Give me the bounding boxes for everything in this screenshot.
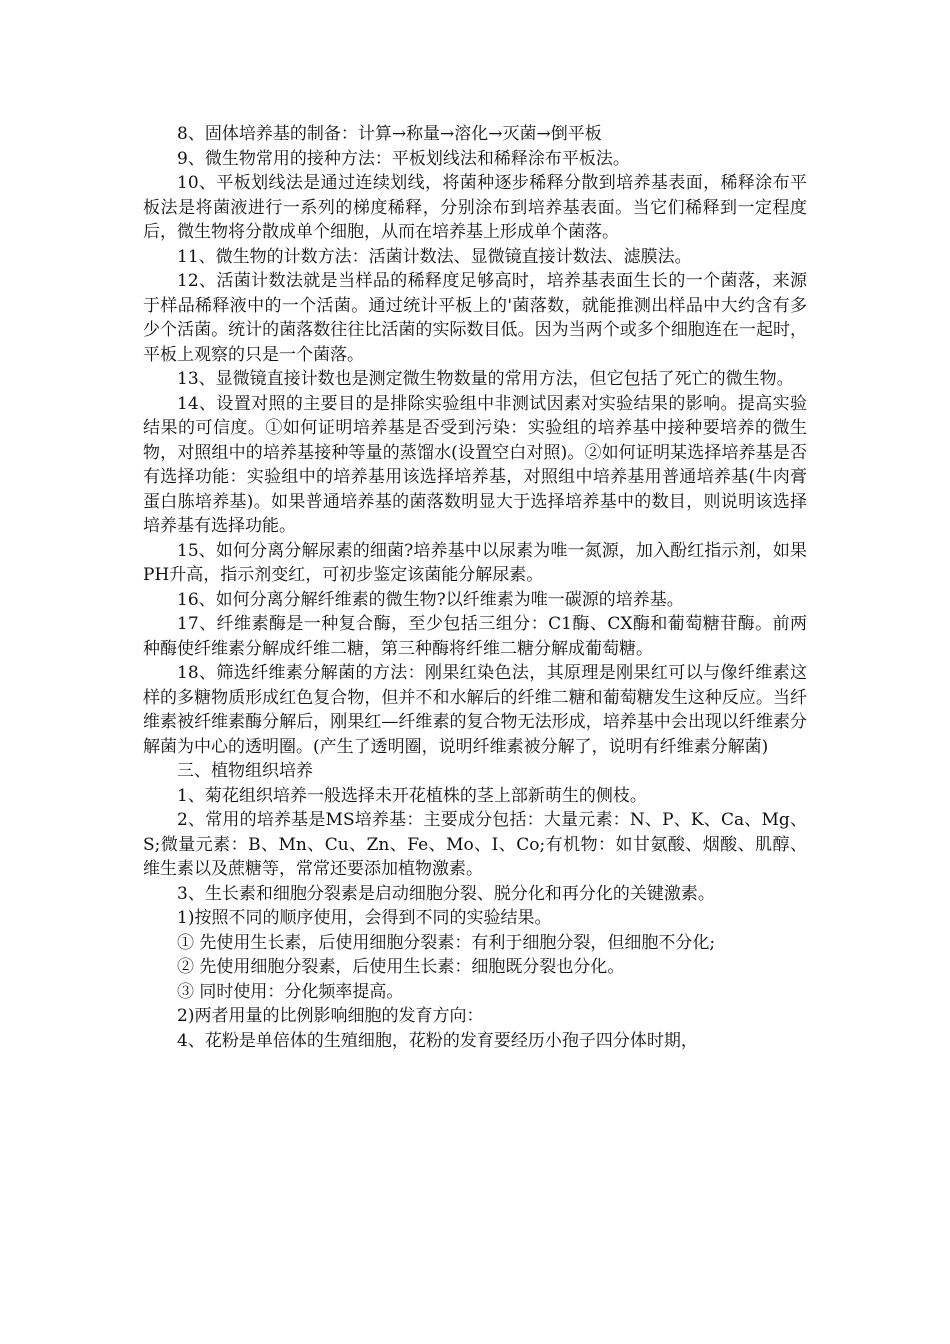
paragraph: 18、筛选纤维素分解菌的方法：刚果红染色法，其原理是刚果红可以与像纤维素这样的多糖物质形成红色复合物，但并不和水解后的纤维二糖和葡萄糖发生这种反应。当纤维素被纤维素酶分解后，刚果红—纤维素的复合物无法形成，培养基中会出现以纤维素分解菌为中心的透明圈。(产生了透明圈，说明纤维素被分解了，说明有纤维素分解菌) — [143, 663, 807, 757]
paragraph: 10、平板划线法是通过连续划线，将菌种逐步稀释分散到培养基表面，稀释涂布平板法是将菌液进行一系列的梯度稀释，分别涂布到培养基表面。当它们稀释到一定程度后，微生物将分散成单个细胞，从而在培养基上形成单个菌落。 — [143, 173, 807, 242]
paragraph: 14、设置对照的主要目的是排除实验组中非测试因素对实验结果的影响。提高实验结果的可信度。①如何证明培养基是否受到污染：实验组的培养基中接种要培养的微生物，对照组中的培养基接种等量的蒸馏水(设置空白对照)。②如何证明某选择培养基是否有选择功能：实验组中的培养基用该选择培养基，对照组中培养基用普通培养基(牛肉膏蛋白胨培养基)。如果普通培养基的菌落数明显大于选择培养基中的数目，则说明该选择培养基有选择功能。 — [143, 393, 807, 536]
paragraph: 4、花粉是单倍体的生殖细胞，花粉的发育要经历小孢子四分体时期， — [177, 1030, 698, 1051]
paragraph: 12、活菌计数法就是当样品的稀释度足够高时，培养基表面生长的一个菌落，来源于样品稀释液中的一个活菌。通过统计平板上的'菌落数，就能推测出样品中大约含有多少个活菌。统计的菌落数往往比活菌的实际数目低。因为当两个或多个细胞连在一起时，平板上观察的只是一个菌落。 — [143, 271, 807, 365]
document-body — [143, 122, 807, 1053]
paragraph: 2)两者用量的比例影响细胞的发育方向： — [177, 1006, 484, 1026]
paragraph: 8、固体培养基的制备：计算→称量→溶化→灭菌→倒平板 — [177, 124, 602, 144]
paragraph: 3、生长素和细胞分裂素是启动细胞分裂、脱分化和再分化的关键激素。 — [177, 883, 715, 904]
paragraph: 16、如何分离分解纤维素的微生物?以纤维素为唯一碳源的培养基。 — [177, 589, 684, 610]
paragraph: 9、微生物常用的接种方法：平板划线法和稀释涂布平板法。 — [177, 148, 630, 169]
paragraph: 13、显微镜直接计数也是测定微生物数量的常用方法，但它包括了死亡的微生物。 — [177, 369, 794, 389]
list-item: ② 先使用细胞分裂素，后使用生长素：细胞既分裂也分化。 — [177, 957, 625, 977]
paragraph: 1)按照不同的顺序使用，会得到不同的实验结果。 — [177, 908, 552, 928]
paragraph: 15、如何分离分解尿素的细菌?培养基中以尿素为唯一氮源，加入酚红指示剂，如果PH升高，指示剂变红，可初步鉴定该菌能分解尿素。 — [143, 540, 807, 585]
paragraph: 2、常用的培养基是MS培养基：主要成分包括：大量元素：N、P、K、Ca、Mg、S;微量元素：B、Mn、Cu、Zn、Fe、Mo、I、Co;有机物：如甘氨酸、烟酸、肌醇、维生素以及蔗糖等，常常还要添加植物激素。 — [143, 810, 807, 879]
section-heading: 三、植物组织培养 — [177, 761, 313, 781]
paragraph: 17、纤维素酶是一种复合酶，至少包括三组分：C1酶、CX酶和葡萄糖苷酶。前两种酶使纤维素分解成纤维二糖，第三种酶将纤维二糖分解成葡萄糖。 — [143, 614, 807, 659]
list-item: ③ 同时使用：分化频率提高。 — [177, 981, 404, 1002]
paragraph: 1、菊花组织培养一般选择未开花植株的茎上部新萌生的侧枝。 — [177, 785, 647, 806]
paragraph: 11、微生物的计数方法：活菌计数法、显微镜直接计数法、滤膜法。 — [177, 246, 692, 267]
list-item: ① 先使用生长素，后使用细胞分裂素：有利于细胞分裂，但细胞不分化; — [177, 932, 716, 953]
